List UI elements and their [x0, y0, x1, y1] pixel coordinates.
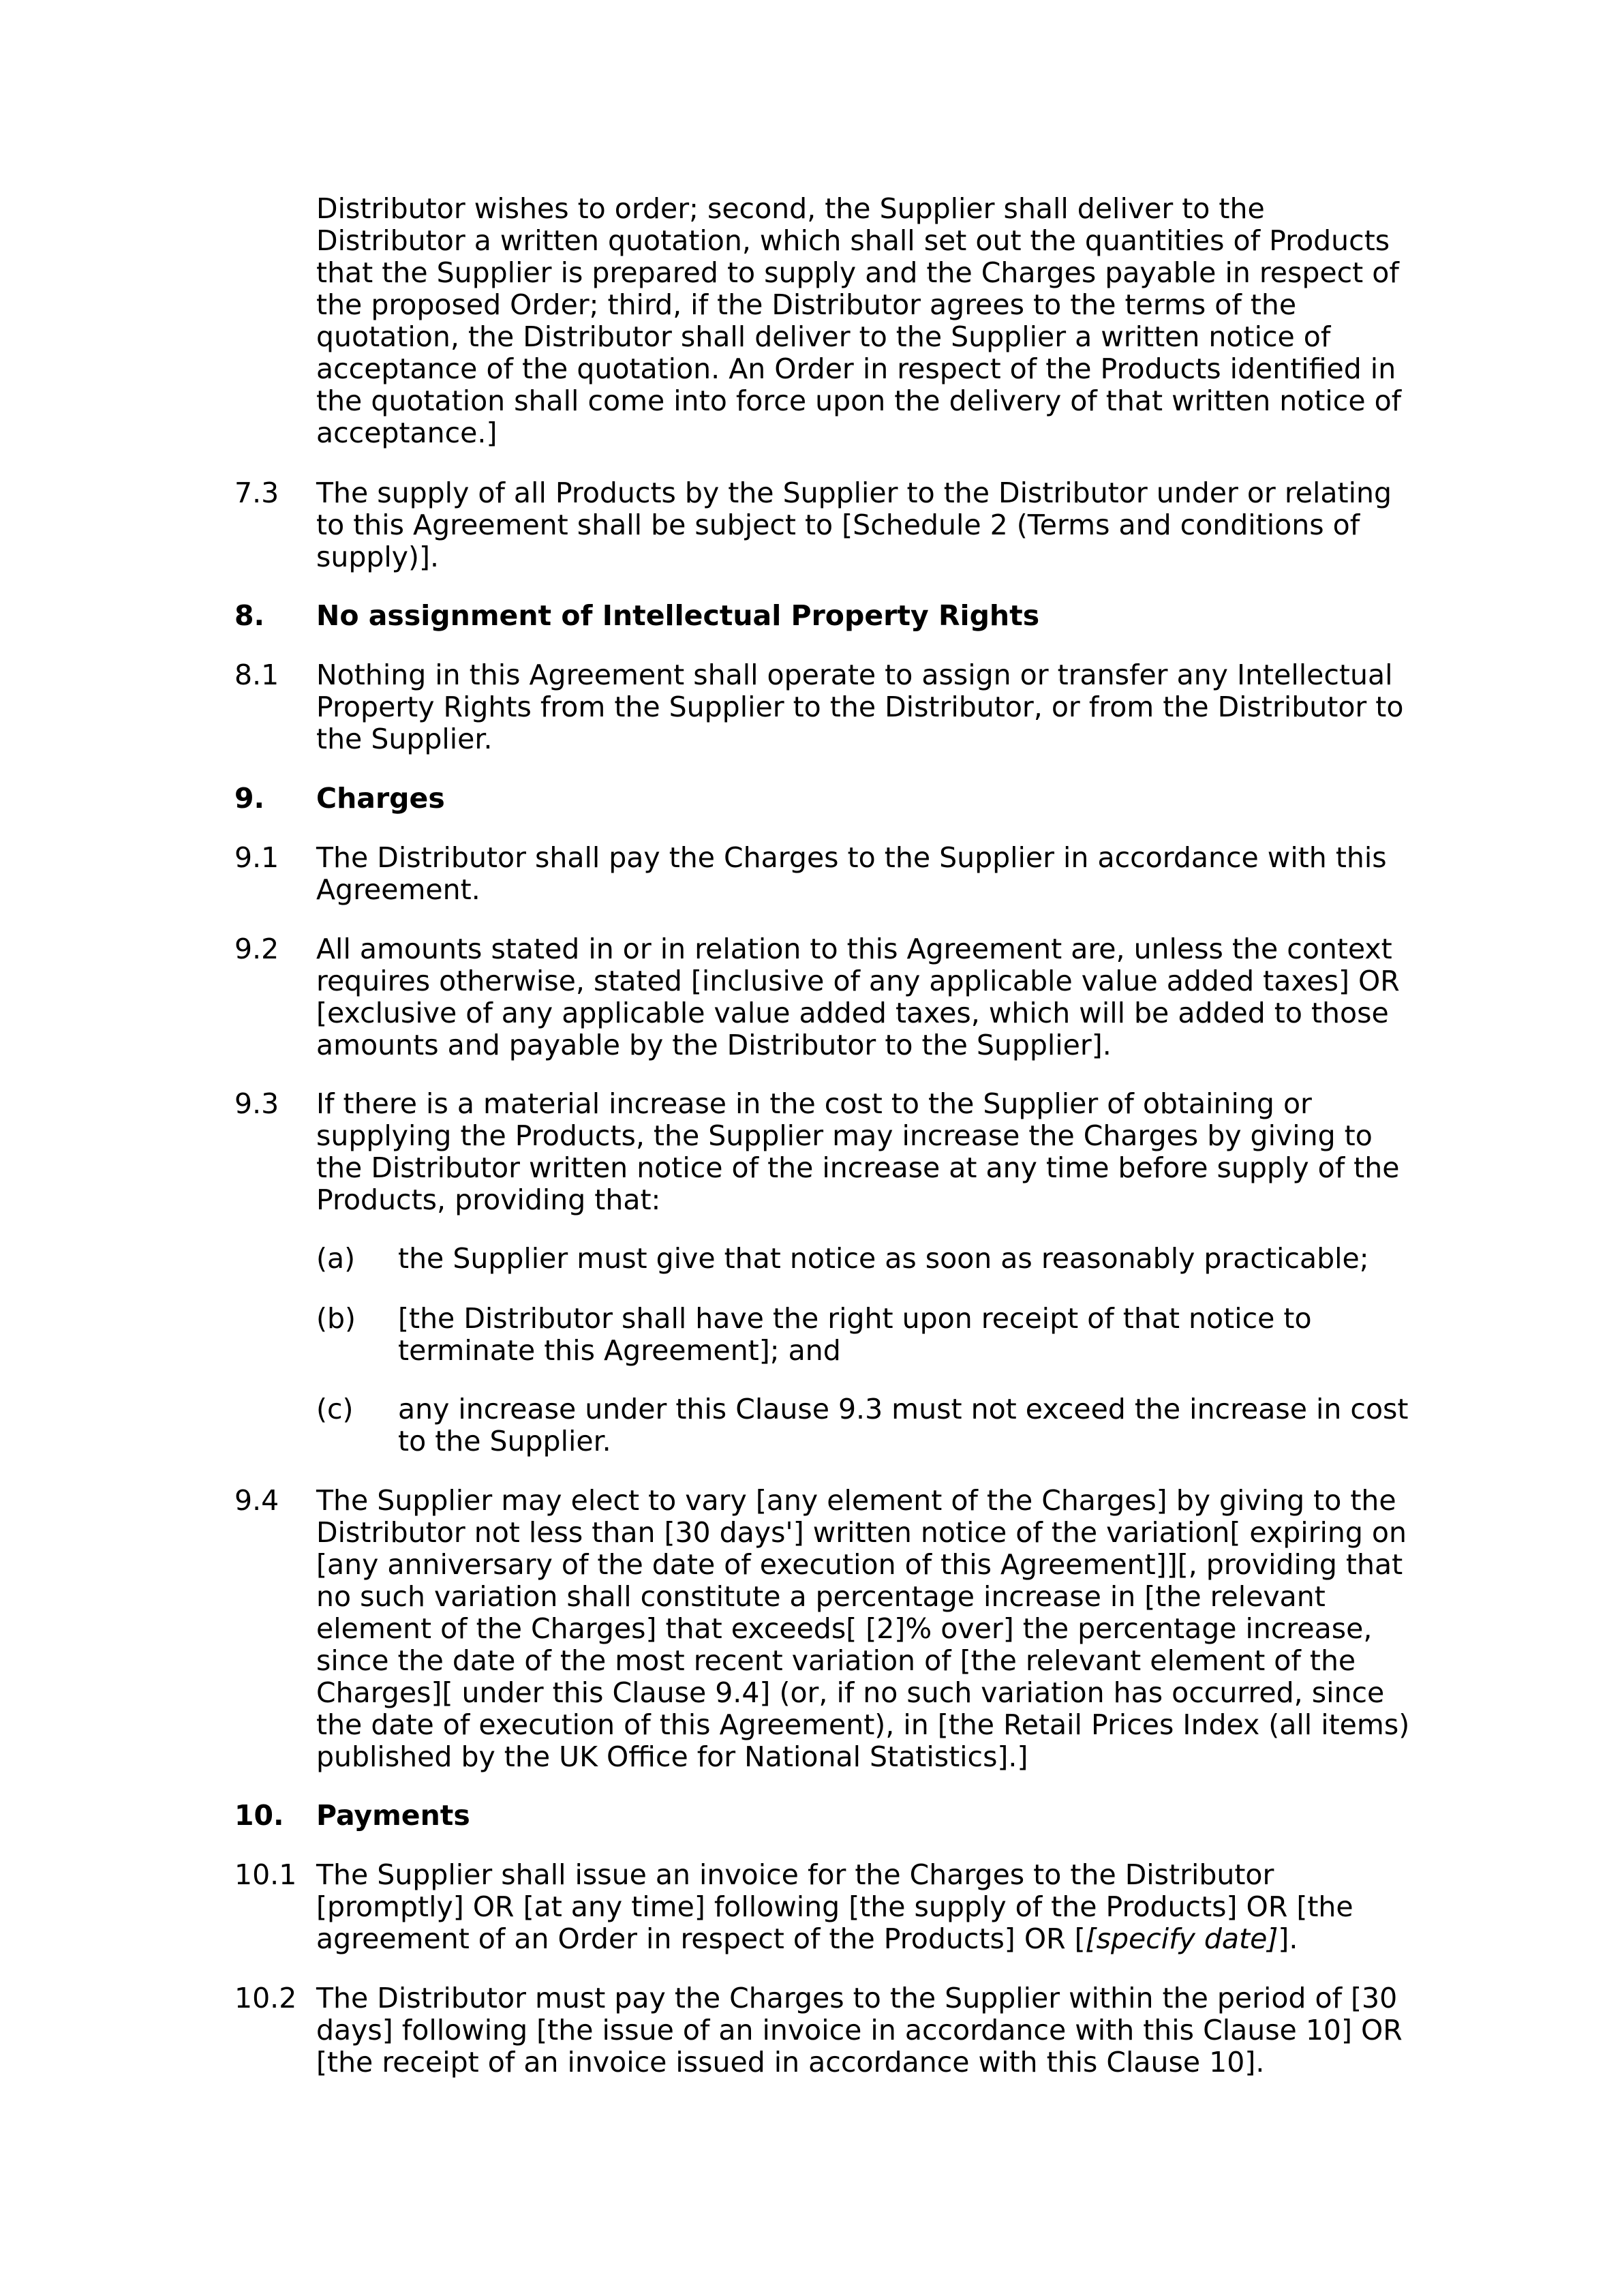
text-line: to this Agreement shall be subject to [Schedule 2 (Terms and conditions of [316, 509, 1360, 541]
text-line: quotation, the Distributor shall deliver to the Supplier a written notice of [316, 320, 1331, 353]
clause-number: 8.1 [234, 659, 279, 691]
subclause-text [398, 1393, 1407, 1457]
subclause-text [398, 1303, 1407, 1367]
text-line: supplying the Products, the Supplier may increase the Charges by giving to [316, 1119, 1373, 1152]
text-line: Distributor wishes to order; second, the Supplier shall deliver to the [316, 192, 1265, 225]
clause-number: 9.3 [234, 1087, 279, 1120]
text-line: Products, providing that: [316, 1183, 661, 1216]
text-line: If there is a material increase in the cost to the Supplier of obtaining or [316, 1087, 1312, 1120]
heading-title-text: Charges [316, 782, 445, 815]
text-line: The Distributor must pay the Charges to the Supplier within the period of [30 [316, 1982, 1398, 2014]
text-line: Distributor not less than [30 days'] written notice of the variation[ expiring on [316, 1516, 1407, 1549]
text-line: [the Distributor shall have the right upon receipt of that notice to [398, 1302, 1312, 1335]
text-line: acceptance of the quotation. An Order in respect of the Products identified in [316, 352, 1396, 385]
subclause-number: (a) [316, 1242, 356, 1275]
text-line: since the date of the most recent variation of [the relevant element of the [316, 1644, 1356, 1677]
text-line: Property Rights from the Supplier to the Distributor, or from the Distributor to [316, 691, 1404, 723]
clause-text [316, 1088, 1407, 1216]
text-line: [promptly] OR [at any time] following [the supply of the Products] OR [the [316, 1890, 1353, 1923]
heading-number: 8. [234, 599, 265, 632]
text-line-with-italic [316, 1923, 1407, 1955]
clause-number: 9.2 [234, 933, 279, 965]
text-line: Nothing in this Agreement shall operate to assign or transfer any Intellectual [316, 659, 1393, 691]
clause-text [316, 933, 1407, 1061]
clause-text [316, 1484, 1410, 1773]
text-line: that the Supplier is prepared to supply and the Charges payable in respect of [316, 256, 1399, 289]
text-line: the Supplier must give that notice as soon as reasonably practicable; [398, 1242, 1369, 1275]
text-line: the date of execution of this Agreement), in [the Retail Prices Index (all items) [316, 1708, 1410, 1741]
heading-number: 9. [234, 782, 265, 815]
text-line: acceptance.] [316, 417, 498, 449]
subclause-number: (c) [316, 1393, 354, 1425]
text-line: any increase under this Clause 9.3 must not exceed the increase in cost [398, 1393, 1409, 1425]
clause-text [316, 1859, 1407, 1955]
italic-placeholder: [specify date] [1085, 1922, 1279, 1955]
heading-title [316, 783, 1407, 815]
text-line: All amounts stated in or in relation to this Agreement are, unless the context [316, 933, 1392, 965]
text-line: The supply of all Products by the Supplier to the Distributor under or relating [316, 477, 1392, 509]
subclause-number: (b) [316, 1302, 356, 1335]
text-line: days] following [the issue of an invoice in accordance with this Clause 10] OR [316, 2014, 1403, 2046]
text-line: Agreement. [316, 873, 480, 906]
clause-number: 7.3 [234, 477, 279, 509]
text-segment: ]. [1278, 1922, 1298, 1955]
heading-title-text: No assignment of Intellectual Property Rights [316, 599, 1040, 632]
clause-text [316, 842, 1407, 906]
text-line: Distributor a written quotation, which shall set out the quantities of Products [316, 224, 1390, 257]
clause-number: 9.1 [234, 841, 279, 874]
continuation-text [316, 193, 1407, 449]
clause-text [316, 477, 1407, 573]
subclause-text [398, 1243, 1407, 1275]
text-line: published by the UK Office for National Statistics].] [316, 1740, 1028, 1773]
heading-title [316, 1800, 1407, 1832]
text-line: element of the Charges] that exceeds[ [2]% over] the percentage increase, [316, 1612, 1373, 1645]
text-line: requires otherwise, stated [inclusive of any applicable value added taxes] OR [316, 965, 1400, 997]
text-segment: agreement of an Order in respect of the Products] OR [ [316, 1922, 1086, 1955]
clause-number: 10.1 [234, 1858, 297, 1891]
text-line: the Distributor written notice of the increase at any time before supply of the [316, 1151, 1400, 1184]
text-line: the Supplier. [316, 723, 493, 755]
text-line: [any anniversary of the date of execution of this Agreement]][, providing that [316, 1548, 1403, 1581]
text-line: the quotation shall come into force upon the delivery of that written notice of [316, 384, 1402, 417]
clause-number: 9.4 [234, 1484, 279, 1517]
text-line: amounts and payable by the Distributor to the Supplier]. [316, 1029, 1112, 1061]
clause-text [316, 659, 1407, 755]
text-line: The Supplier may elect to vary [any element of the Charges] by giving to the [316, 1484, 1396, 1517]
text-line: The Distributor shall pay the Charges to the Supplier in accordance with this [316, 841, 1387, 874]
text-line: supply)]. [316, 541, 440, 573]
heading-number: 10. [234, 1799, 284, 1832]
clause-number: 10.2 [234, 1982, 297, 2014]
text-line: [exclusive of any applicable value added taxes, which will be added to those [316, 997, 1389, 1029]
text-line: to the Supplier. [398, 1425, 611, 1457]
text-line: terminate this Agreement]; and [398, 1334, 841, 1367]
text-line: The Supplier shall issue an invoice for the Charges to the Distributor [316, 1858, 1274, 1891]
heading-title [316, 600, 1407, 632]
text-line: [the receipt of an invoice issued in accordance with this Clause 10]. [316, 2046, 1265, 2079]
heading-title-text: Payments [316, 1799, 470, 1832]
text-line: no such variation shall constitute a percentage increase in [the relevant [316, 1580, 1326, 1613]
text-line: the proposed Order; third, if the Distributor agrees to the terms of the [316, 288, 1297, 321]
text-line: Charges][ under this Clause 9.4] (or, if no such variation has occurred, since [316, 1676, 1385, 1709]
clause-text [316, 1982, 1407, 2079]
